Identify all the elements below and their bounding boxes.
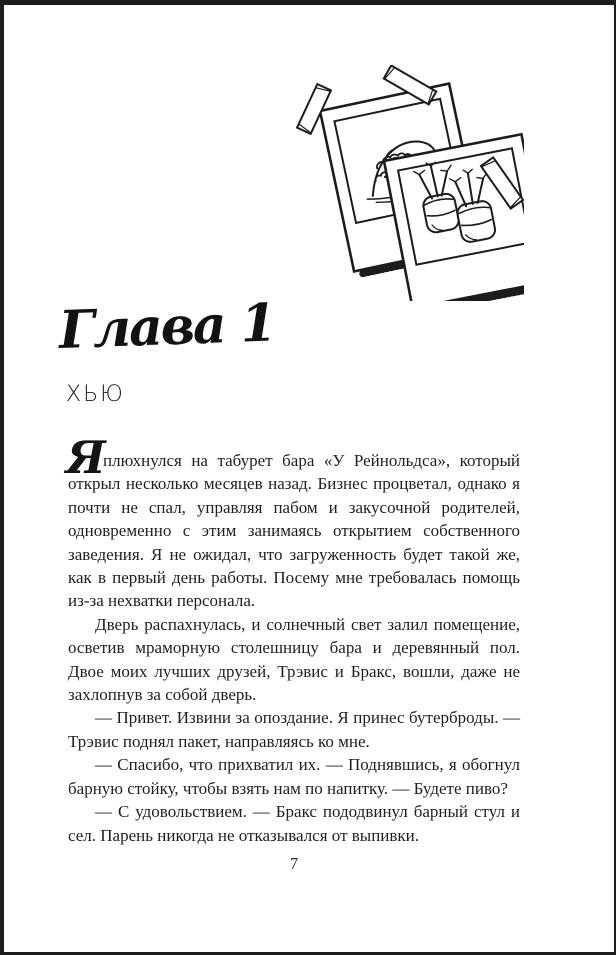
- paragraph: — Спасибо, что прихватил их. — Поднявшись, я обогнул барную стойку, чтобы взять нам по напитку. — Будете пиво?: [68, 755, 520, 798]
- page-number: 7: [289, 854, 299, 873]
- paragraph: [66, 431, 520, 613]
- polaroid-drinks-photo: [384, 134, 524, 301]
- drop-cap: Я: [66, 431, 106, 484]
- paragraph-text: плюхнулся на табурет бара «У Рейнольдса», который открыл несколько месяцев назад. Бизнес процветал, однако я почти не спал, управляя пабом и закусочной родителей, одновременно с этим занимаясь открытием собственного заведения. Я не ожидал, что загруженность будет такой же, как в первый день работы. Посему мне требовалась помощь из-за нехватки персонала.: [68, 451, 520, 611]
- chapter-subtitle: ХЬЮ: [66, 382, 125, 407]
- paragraph: — Привет. Извини за опоздание. Я принес бутерброды. — Трэвис поднял пакет, направляясь ко мне.: [68, 708, 520, 751]
- paragraph: Дверь распахнулась, и солнечный свет залил помещение, осветив мраморную столешницу бара и деревянный пол. Двое моих лучших друзей, Трэвис и Бракс, вошли, даже не захлопнув за собой дверь.: [68, 614, 520, 705]
- chapter-title: Глава 1: [58, 292, 276, 361]
- chapter-illustration: [290, 65, 524, 301]
- paragraph: — С удовольствием. — Бракс пододвинул барный стул и сел. Парень никогда не отказывался от выпивки.: [68, 802, 520, 845]
- body-text: [66, 431, 520, 847]
